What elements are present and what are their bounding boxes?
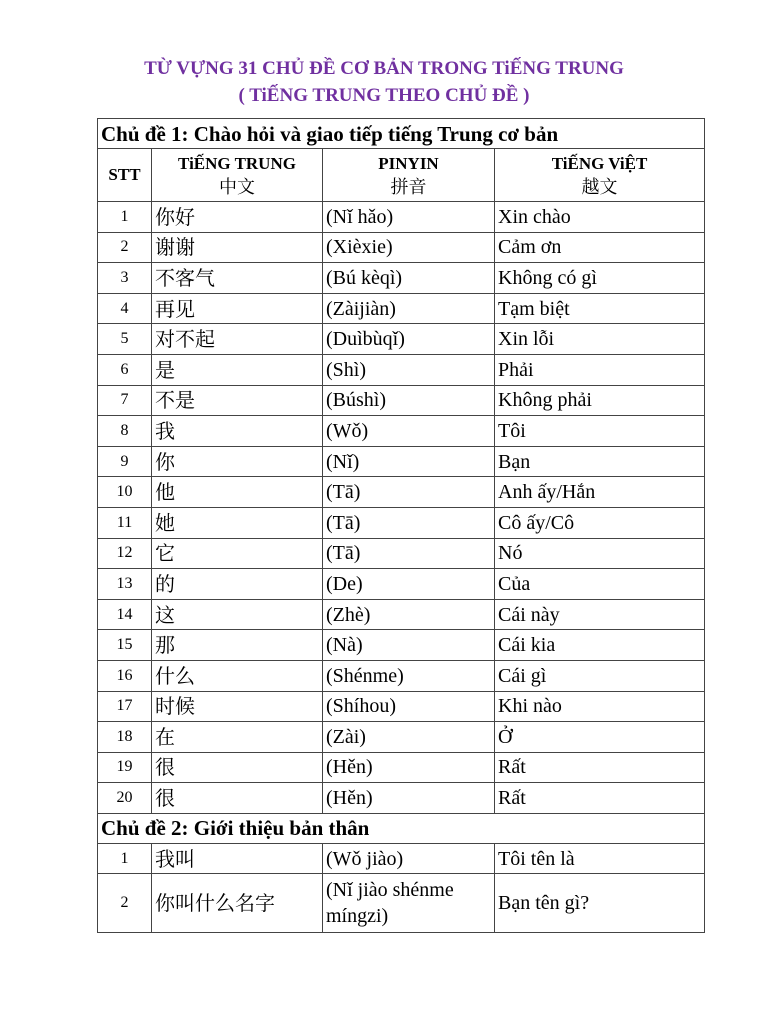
pinyin-text: (Xièxie) <box>323 232 495 263</box>
table-row <box>98 263 705 294</box>
vocabulary-table <box>97 118 705 933</box>
table-row <box>98 354 705 385</box>
pinyin-text: (De) <box>323 569 495 600</box>
chinese-word: 不客气 <box>152 263 323 294</box>
table-row <box>98 783 705 814</box>
chinese-word: 谢谢 <box>152 232 323 263</box>
table-row <box>98 416 705 447</box>
table-row <box>98 538 705 569</box>
table-row <box>98 293 705 324</box>
section-2-title-row <box>98 813 705 843</box>
chinese-word: 再见 <box>152 293 323 324</box>
chinese-word: 不是 <box>152 385 323 416</box>
row-number: 13 <box>98 569 152 600</box>
table-row <box>98 446 705 477</box>
vietnamese-meaning: Cái này <box>495 599 705 630</box>
row-number: 9 <box>98 446 152 477</box>
row-number: 14 <box>98 599 152 630</box>
pinyin-text: (Tā) <box>323 538 495 569</box>
row-number: 4 <box>98 293 152 324</box>
chinese-word: 在 <box>152 722 323 753</box>
vietnamese-meaning: Của <box>495 569 705 600</box>
pinyin-text: (Nǐ hǎo) <box>323 202 495 233</box>
chinese-word: 你好 <box>152 202 323 233</box>
vietnamese-meaning: Bạn tên gì? <box>495 874 705 933</box>
pinyin-text: (Hěn) <box>323 783 495 814</box>
header-chinese-label: TiẾNG TRUNG <box>178 154 296 173</box>
table-row <box>98 843 705 874</box>
table-row <box>98 324 705 355</box>
row-number: 18 <box>98 722 152 753</box>
vietnamese-meaning: Cảm ơn <box>495 232 705 263</box>
row-number: 15 <box>98 630 152 661</box>
row-number: 5 <box>98 324 152 355</box>
table-row <box>98 752 705 783</box>
row-number: 20 <box>98 783 152 814</box>
header-stt: STT <box>98 149 152 202</box>
table-row <box>98 630 705 661</box>
chinese-word: 她 <box>152 507 323 538</box>
row-number: 1 <box>98 202 152 233</box>
row-number: 17 <box>98 691 152 722</box>
header-pinyin-label: PINYIN <box>378 154 439 173</box>
table-header-row <box>98 149 705 202</box>
pinyin-text: (Shénme) <box>323 660 495 691</box>
row-number: 6 <box>98 354 152 385</box>
chinese-word: 的 <box>152 569 323 600</box>
header-chinese-sub: 中文 <box>219 177 255 197</box>
header-vietnamese-sub: 越文 <box>581 177 618 197</box>
vietnamese-meaning: Cô ấy/Cô <box>495 507 705 538</box>
row-number: 10 <box>98 477 152 508</box>
table-row <box>98 599 705 630</box>
chinese-word: 很 <box>152 783 323 814</box>
chinese-word: 你叫什么名字 <box>152 874 323 933</box>
document-title: TỪ VỰNG 31 CHỦ ĐỀ CƠ BẢN TRONG TiẾNG TRUNG <box>144 58 624 79</box>
vietnamese-meaning: Khi nào <box>495 691 705 722</box>
row-number: 19 <box>98 752 152 783</box>
chinese-word: 他 <box>152 477 323 508</box>
vietnamese-meaning: Nó <box>495 538 705 569</box>
table-row <box>98 722 705 753</box>
pinyin-text: (Wǒ jiào) <box>323 843 495 874</box>
pinyin-text: (Nà) <box>323 630 495 661</box>
pinyin-text: (Tā) <box>323 507 495 538</box>
row-number: 12 <box>98 538 152 569</box>
vietnamese-meaning: Rất <box>495 783 705 814</box>
vietnamese-meaning: Rất <box>495 752 705 783</box>
header-pinyin-sub: 拼音 <box>390 177 427 197</box>
header-vietnamese <box>495 149 705 202</box>
vietnamese-meaning: Không phải <box>495 385 705 416</box>
pinyin-text: (Búshì) <box>323 385 495 416</box>
chinese-word: 时候 <box>152 691 323 722</box>
section-2-title: Chủ đề 2: Giới thiệu bản thân <box>98 813 705 843</box>
header-pinyin <box>323 149 495 202</box>
row-number: 8 <box>98 416 152 447</box>
vietnamese-meaning: Xin chào <box>495 202 705 233</box>
table-row <box>98 569 705 600</box>
chinese-word: 我叫 <box>152 843 323 874</box>
table-row <box>98 660 705 691</box>
row-number: 2 <box>98 874 152 933</box>
header-vietnamese-label: TiẾNG ViỆT <box>551 154 648 173</box>
row-number: 3 <box>98 263 152 294</box>
chinese-word: 对不起 <box>152 324 323 355</box>
vietnamese-meaning: Phải <box>495 354 705 385</box>
table-row <box>98 477 705 508</box>
document-subtitle: ( TiẾNG TRUNG THEO CHỦ ĐỀ ) <box>238 85 530 106</box>
table-row <box>98 385 705 416</box>
vietnamese-meaning: Xin lỗi <box>495 324 705 355</box>
row-number: 11 <box>98 507 152 538</box>
chinese-word: 它 <box>152 538 323 569</box>
chinese-word: 什么 <box>152 660 323 691</box>
chinese-word: 很 <box>152 752 323 783</box>
pinyin-text: (Shì) <box>323 354 495 385</box>
vietnamese-meaning: Tôi tên là <box>495 843 705 874</box>
vietnamese-meaning: Tôi <box>495 416 705 447</box>
section-1-title: Chủ đề 1: Chào hỏi và giao tiếp tiếng Trung cơ bản <box>98 119 705 149</box>
chinese-word: 是 <box>152 354 323 385</box>
vietnamese-meaning: Tạm biệt <box>495 293 705 324</box>
chinese-word: 这 <box>152 599 323 630</box>
pinyin-text: (Bú kèqì) <box>323 263 495 294</box>
pinyin-text: (Hěn) <box>323 752 495 783</box>
pinyin-text: (Tā) <box>323 477 495 508</box>
table-row <box>98 232 705 263</box>
pinyin-text: (Zhè) <box>323 599 495 630</box>
header-chinese <box>152 149 323 202</box>
pinyin-text: (Shíhou) <box>323 691 495 722</box>
table-row <box>98 874 705 933</box>
vietnamese-meaning: Không có gì <box>495 263 705 294</box>
vietnamese-meaning: Cái gì <box>495 660 705 691</box>
vietnamese-meaning: Ở <box>495 722 705 753</box>
table-row <box>98 691 705 722</box>
vietnamese-meaning: Anh ấy/Hắn <box>495 477 705 508</box>
pinyin-text: (Nǐ jiào shénme míngzi) <box>323 874 495 933</box>
pinyin-text: (Wǒ) <box>323 416 495 447</box>
pinyin-text: (Duìbùqǐ) <box>323 324 495 355</box>
pinyin-text: (Zài) <box>323 722 495 753</box>
vietnamese-meaning: Cái kia <box>495 630 705 661</box>
chinese-word: 那 <box>152 630 323 661</box>
row-number: 16 <box>98 660 152 691</box>
chinese-word: 你 <box>152 446 323 477</box>
row-number: 7 <box>98 385 152 416</box>
row-number: 1 <box>98 843 152 874</box>
row-number: 2 <box>98 232 152 263</box>
pinyin-text: (Zàijiàn) <box>323 293 495 324</box>
vietnamese-meaning: Bạn <box>495 446 705 477</box>
table-row <box>98 507 705 538</box>
table-row <box>98 202 705 233</box>
chinese-word: 我 <box>152 416 323 447</box>
section-1-title-row <box>98 119 705 149</box>
pinyin-text: (Nǐ) <box>323 446 495 477</box>
